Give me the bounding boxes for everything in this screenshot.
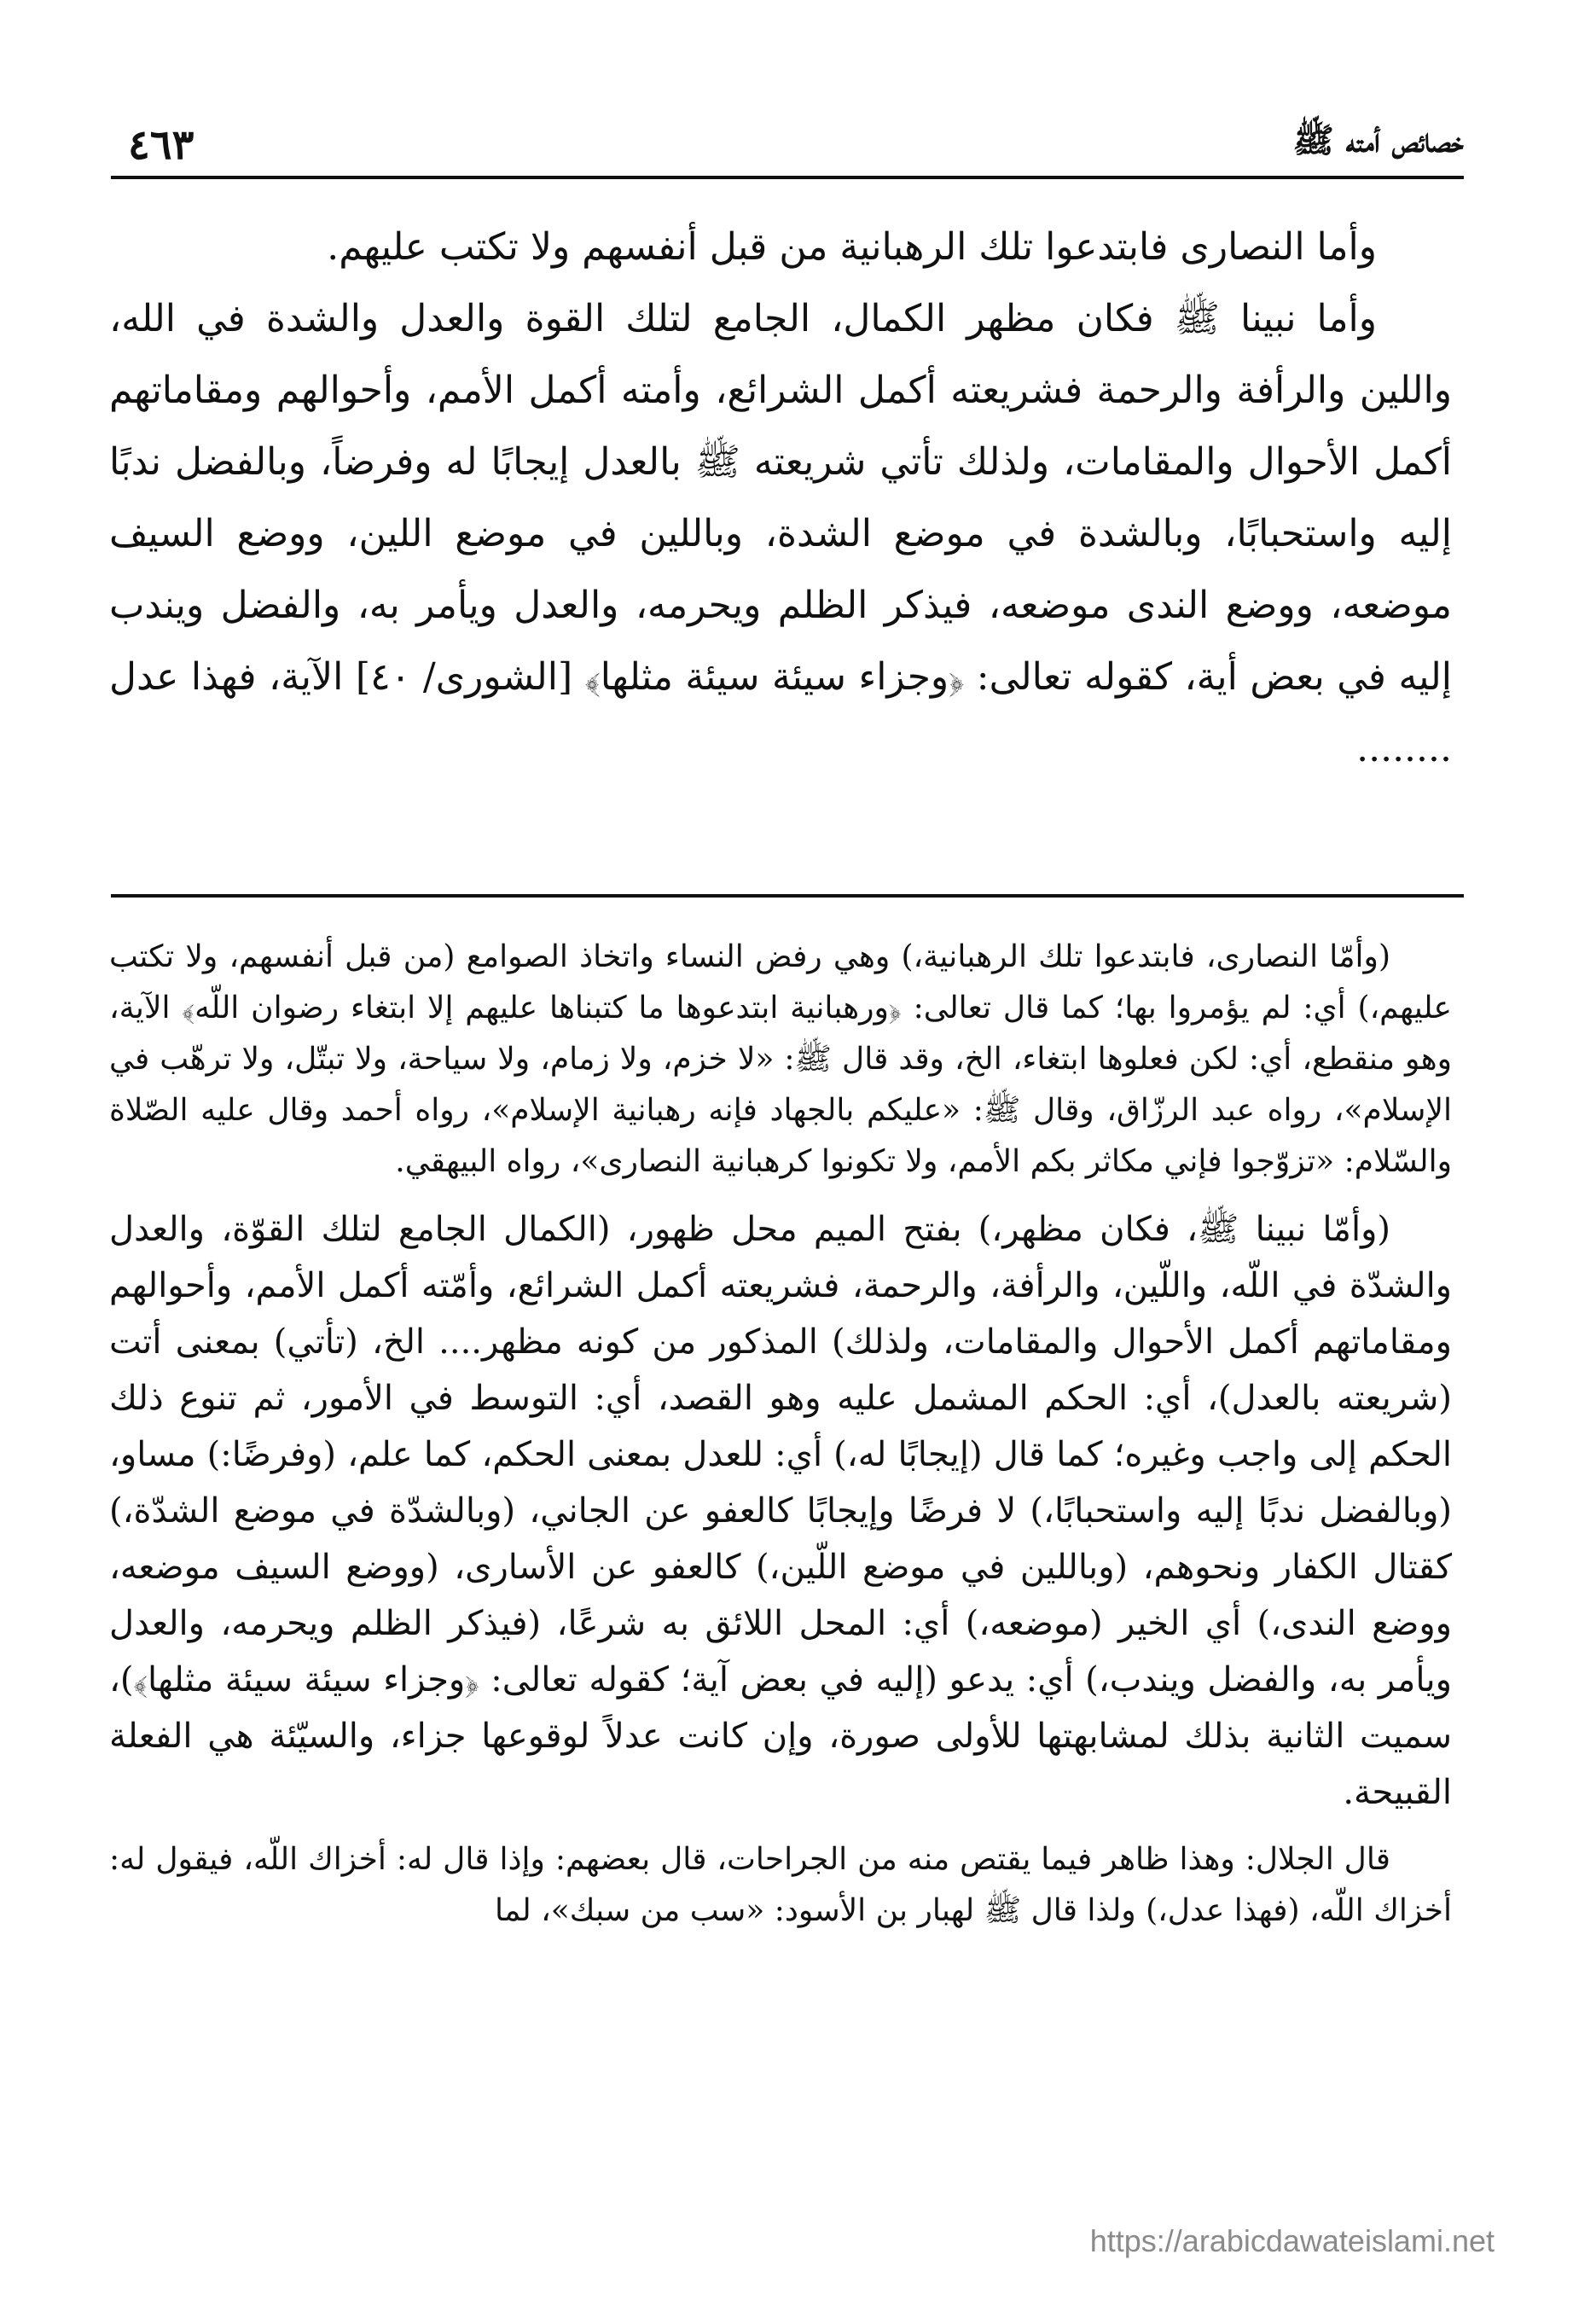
commentary-paragraph: (وأمّا النصارى، فابتدعوا تلك الرهبانية،) وهي رفض النساء واتخاذ الصوامع (من قبل أنفسهم، ولا تكتب عليهم،) أي: لم يؤمروا بها؛ كما قال تعالى: ﴿ورهبانية ابتدعوها ما كتبناها عليهم إلا ابتغاء رضوان اللّه﴾ الآية، وهو منقطع، أي: لكن فعلوها ابتغاء، الخ، وقد قال ﷺ: «لا خزم، ولا زمام، ولا سياحة، ولا تبتّل، ولا ترهّب في الإسلام»، رواه عبد الرزّاق، وقال ﷺ: «عليكم بالجهاد فإنه رهبانية الإسلام»، رواه أحمد وقال عليه الصّلاة والسّلام: «تزوّجوا فإني مكاثر بكم الأمم، ولا تكونوا كرهبانية النصارى»، رواه البيهقي.	[109, 939, 1452, 1179]
commentary-text	[109, 932, 1452, 1950]
page-header	[128, 101, 1464, 169]
main-paragraph: وأما النصارى فابتدعوا تلك الرهبانية من قبل أنفسهم ولا تكتب عليهم.	[327, 225, 1377, 269]
main-paragraph: وأما نبينا ﷺ فكان مظهر الكمال، الجامع لتلك القوة والعدل والشدة في الله، واللين والرأفة والرحمة فشريعته أكمل الشرائع، وأمته أكمل الأمم، وأحوالهم ومقاماتهم أكمل الأحوال والمقامات، ولذلك تأتي شريعته ﷺ بالعدل إيجابًا له وفرضاً، وبالفضل ندبًا إليه واستحبابًا، وبالشدة في موضع الشدة، وباللين في موضع اللين، ووضع السيف موضعه، ووضع الندى موضعه، فيذكر الظلم ويحرمه، والعدل ويأمر به، والفضل ويندب إليه في بعض أية، كقوله تعالى: ﴿وجزاء سيئة سيئة مثلها﴾ [الشورى/ ٤٠] الآية، فهذا عدل ........	[109, 297, 1452, 770]
commentary-divider	[111, 894, 1464, 898]
running-title: خصائص أمته ﷺ	[1292, 120, 1464, 160]
commentary-paragraph: قال الجلال: وهذا ظاهر فيما يقتص منه من الجراحات، قال بعضهم: وإذا قال له: أخزاك اللّه، فيقول له: أخزاك اللّه، (فهذا عدل،) ولذا قال ﷺ لهبار بن الأسود: «سب من سبك»، لما	[109, 1842, 1452, 1928]
watermark-url: https://arabicdawateislami.net	[1089, 2223, 1495, 2258]
main-text	[109, 212, 1452, 785]
header-rule	[111, 176, 1464, 179]
page-number: ٤٦٣	[128, 121, 194, 169]
commentary-paragraph: (وأمّا نبينا ﷺ، فكان مظهر،) بفتح الميم محل ظهور، (الكمال الجامع لتلك القوّة، والعدل والشدّة في اللّه، واللّين، والرأفة، والرحمة، فشريعته أكمل الشرائع، وأمّته أكمل الأمم، وأحوالهم ومقاماتهم أكمل الأحوال والمقامات، ولذلك) المذكور من كونه مظهر.... الخ، (تأتي) بمعنى أتت (شريعته بالعدل)، أي: الحكم المشمل عليه وهو القصد، أي: التوسط في الأمور، ثم تنوع ذلك الحكم إلى واجب وغيره؛ كما قال (إيجابًا له،) أي: للعدل بمعنى الحكم، كما علم، (وفرضًا:) مساو، (وبالفضل ندبًا إليه واستحبابًا،) لا فرضًا وإيجابًا كالعفو عن الجاني، (وبالشدّة في موضع الشدّة،) كقتال الكفار ونحوهم، (وباللين في موضع اللّين،) كالعفو عن الأسارى، (ووضع السيف موضعه، ووضع الندى،) أي الخير (موضعه،) أي: المحل اللائق به شرعًا، (فيذكر الظلم ويحرمه، والعدل ويأمر به، والفضل ويندب،) أي: يدعو (إليه في بعض آية؛ كقوله تعالى: ﴿وجزاء سيئة سيئة مثلها﴾)، سميت الثانية بذلك لمشابهتها للأولى صورة، وإن كانت عدلاً لوقوعها جزاء، والسيّئة هي الفعلة القبيحة.	[109, 1210, 1452, 1812]
